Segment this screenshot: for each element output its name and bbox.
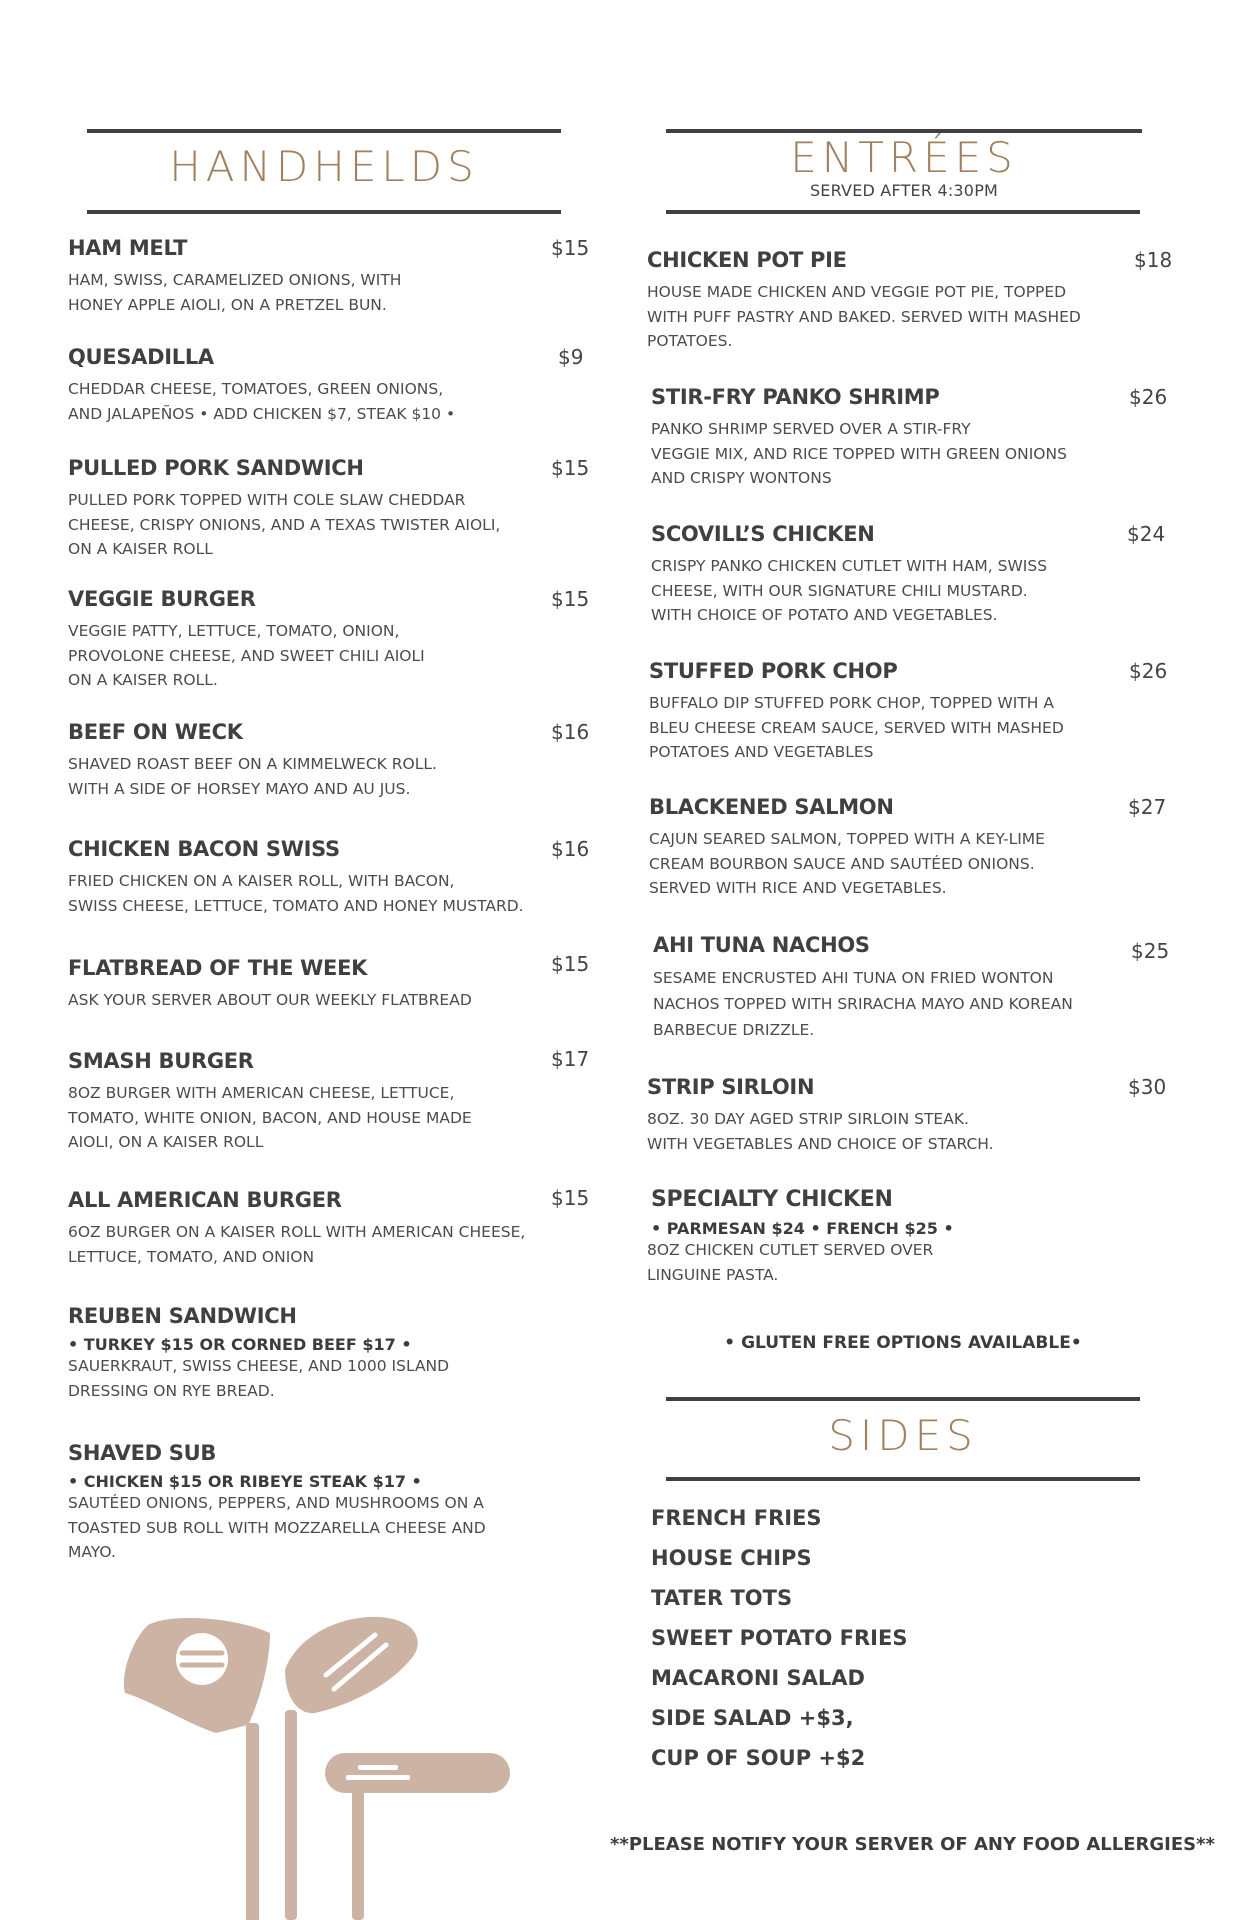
item-options: • TURKEY $15 OR CORNED BEEF $17 • (68, 1335, 412, 1354)
item-price: $16 (551, 720, 590, 744)
entrees-title: ENTRÉES (790, 133, 1018, 182)
item-name: PULLED PORK SANDWICH (68, 456, 364, 480)
item-name: SHAVED SUB (68, 1441, 217, 1465)
item-price: $15 (551, 1186, 590, 1210)
handhelds-bottom-rule (87, 210, 561, 214)
entrees-subtitle: SERVED AFTER 4:30PM (809, 181, 999, 200)
menu-item (651, 385, 1067, 491)
item-name: CHICKEN BACON SWISS (68, 837, 340, 861)
item-description: SAUERKRAUT, SWISS CHEESE, AND 1000 ISLAND DRESSING ON RYE BREAD. (68, 1357, 450, 1400)
item-name: HAM MELT (68, 236, 188, 260)
menu-item (68, 1304, 449, 1403)
item-description: HAM, SWISS, CARAMELIZED ONIONS, WITH HONEY APPLE AIOLI, ON A PRETZEL BUN. (68, 271, 402, 314)
item-name: BEEF ON WECK (68, 720, 243, 744)
item-name: ALL AMERICAN BURGER (68, 1188, 342, 1212)
menu-item (68, 1441, 486, 1565)
item-description: HOUSE MADE CHICKEN AND VEGGIE POT PIE, TOPPED WITH PUFF PASTRY AND BAKED. SERVED WITH MASHED POTATOES. (647, 283, 1081, 350)
item-price: $15 (551, 236, 590, 260)
item-description: SESAME ENCRUSTED AHI TUNA ON FRIED WONTON NACHOS TOPPED WITH SRIRACHA MAYO AND KOREAN BARBECUE DRIZZLE. (653, 969, 1073, 1039)
item-description: CAJUN SEARED SALMON, TOPPED WITH A KEY-LIME CREAM BOURBON SAUCE AND SAUTÉED ONIONS. SERVED WITH RICE AND VEGETABLES. (649, 830, 1045, 897)
menu-item (649, 795, 1045, 901)
side-item: CUP OF SOUP +$2 (651, 1746, 866, 1770)
item-name: STIR-FRY PANKO SHRIMP (651, 385, 940, 409)
item-description: 8OZ. 30 DAY AGED STRIP SIRLOIN STEAK. WITH VEGETABLES AND CHOICE OF STARCH. (647, 1110, 994, 1153)
item-description: SHAVED ROAST BEEF ON A KIMMELWECK ROLL. WITH A SIDE OF HORSEY MAYO AND AU JUS. (68, 755, 437, 798)
item-price: $26 (1129, 659, 1168, 683)
item-name: BLACKENED SALMON (649, 795, 894, 819)
item-description: FRIED CHICKEN ON A KAISER ROLL, WITH BACON, SWISS CHEESE, LETTUCE, TOMATO AND HONEY MUSTARD. (68, 872, 524, 915)
side-item: SIDE SALAD +$3, (651, 1706, 854, 1730)
menu-item (653, 933, 1073, 1043)
item-name: SCOVILL’S CHICKEN (651, 522, 875, 546)
menu-item (68, 1049, 472, 1155)
side-item: SWEET POTATO FRIES (651, 1626, 908, 1650)
entrees-bottom-rule (666, 210, 1140, 214)
item-description: CHEDDAR CHEESE, TOMATOES, GREEN ONIONS, AND JALAPEÑOS • ADD CHICKEN $7, STEAK $10 • (68, 380, 456, 423)
handhelds-title: HANDHELDS (169, 142, 479, 191)
item-description: VEGGIE PATTY, LETTUCE, TOMATO, ONION, PROVOLONE CHEESE, AND SWEET CHILI AIOLI ON A KAISER ROLL. (68, 622, 425, 689)
item-price: $25 (1131, 939, 1170, 963)
menu-item (68, 456, 500, 562)
sides-title: SIDES (828, 1411, 978, 1460)
item-options: • CHICKEN $15 OR RIBEYE STEAK $17 • (68, 1472, 422, 1491)
item-price: $30 (1128, 1075, 1167, 1099)
golf-clubs-illustration (120, 1615, 520, 1920)
item-price: $26 (1129, 385, 1168, 409)
item-name: VEGGIE BURGER (68, 587, 256, 611)
menu-item (68, 1188, 525, 1269)
menu-item (68, 587, 425, 693)
menu-item (651, 522, 1047, 628)
item-name: QUESADILLA (68, 345, 214, 369)
item-name: AHI TUNA NACHOS (653, 933, 870, 957)
item-price: $27 (1128, 795, 1167, 819)
allergy-note: **PLEASE NOTIFY YOUR SERVER OF ANY FOOD ALLERGIES** (610, 1834, 1215, 1855)
sides-top-rule (666, 1397, 1140, 1401)
item-price: $17 (551, 1047, 590, 1071)
menu-item (647, 1075, 994, 1156)
gluten-free-note: • GLUTEN FREE OPTIONS AVAILABLE• (724, 1333, 1082, 1353)
side-item: MACARONI SALAD (651, 1666, 865, 1690)
side-item: HOUSE CHIPS (651, 1546, 812, 1570)
item-price: $15 (551, 952, 590, 976)
menu-item (68, 956, 472, 1013)
side-item: TATER TOTS (651, 1586, 793, 1610)
item-name: FLATBREAD OF THE WEEK (68, 956, 368, 980)
item-description: BUFFALO DIP STUFFED PORK CHOP, TOPPED WITH A BLEU CHEESE CREAM SAUCE, SERVED WITH MASHED POTATOES AND VEGETABLES (649, 694, 1064, 761)
menu-item (68, 236, 401, 317)
item-price: $24 (1127, 522, 1166, 546)
item-description: PANKO SHRIMP SERVED OVER A STIR-FRY VEGGIE MIX, AND RICE TOPPED WITH GREEN ONIONS AND CRISPY WONTONS (651, 420, 1067, 487)
menu-item (68, 837, 524, 918)
item-price: $15 (551, 456, 590, 480)
item-price: $15 (551, 587, 590, 611)
menu-item (647, 1187, 954, 1287)
item-price: $18 (1134, 248, 1173, 272)
item-name: SMASH BURGER (68, 1049, 254, 1073)
item-description: 6OZ BURGER ON A KAISER ROLL WITH AMERICAN CHEESE, LETTUCE, TOMATO, AND ONION (68, 1223, 526, 1266)
handhelds-top-rule (87, 129, 561, 133)
item-name: REUBEN SANDWICH (68, 1304, 297, 1328)
menu-item (649, 659, 1064, 765)
side-item: FRENCH FRIES (651, 1506, 822, 1530)
item-name: CHICKEN POT PIE (647, 248, 847, 272)
menu-item (647, 248, 1081, 354)
item-name: STUFFED PORK CHOP (649, 659, 898, 683)
wood-shaft (285, 1710, 297, 1920)
menu-item (68, 345, 455, 426)
item-description: CRISPY PANKO CHICKEN CUTLET WITH HAM, SWISS CHEESE, WITH OUR SIGNATURE CHILI MUSTARD. WITH CHOICE OF POTATO AND VEGETABLES. (651, 557, 1048, 624)
item-description: 8OZ BURGER WITH AMERICAN CHEESE, LETTUCE, TOMATO, WHITE ONION, BACON, AND HOUSE MADE AIOLI, ON A KAISER ROLL (68, 1084, 472, 1151)
driver-shaft (246, 1723, 259, 1920)
item-description: ASK YOUR SERVER ABOUT OUR WEEKLY FLATBREAD (68, 991, 472, 1009)
item-name: SPECIALTY CHICKEN (651, 1187, 893, 1212)
item-description: 8OZ CHICKEN CUTLET SERVED OVER LINGUINE PASTA. (647, 1241, 934, 1284)
sides-bottom-rule (666, 1477, 1140, 1481)
item-name: STRIP SIRLOIN (647, 1075, 815, 1099)
item-price: $16 (551, 837, 590, 861)
item-description: PULLED PORK TOPPED WITH COLE SLAW CHEDDAR CHEESE, CRISPY ONIONS, AND A TEXAS TWISTER AIOLI, ON A KAISER ROLL (68, 491, 501, 558)
putter-shaft (352, 1785, 364, 1920)
item-price: $9 (558, 345, 584, 369)
menu-item (68, 720, 437, 801)
item-description: SAUTÉED ONIONS, PEPPERS, AND MUSHROOMS ON A TOASTED SUB ROLL WITH MOZZARELLA CHEESE AND MAYO. (68, 1494, 486, 1561)
item-options: • PARMESAN $24 • FRENCH $25 • (651, 1219, 954, 1238)
